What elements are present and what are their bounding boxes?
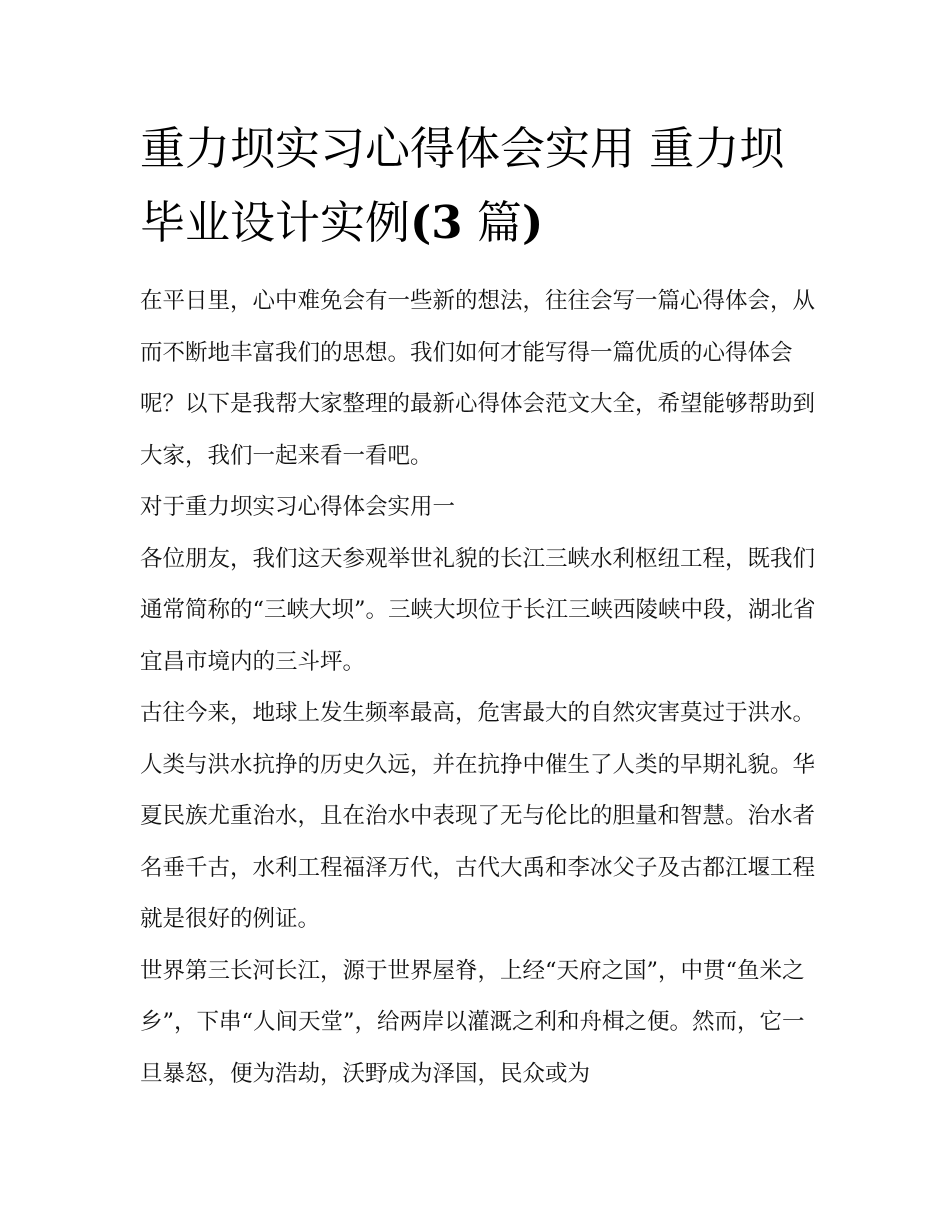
body-paragraph: 世界第三长河长江，源于世界屋脊，上经“天府之国”，中贯“鱼米之乡”，下串“人间天堂”，给两岸以灌溉之利和舟楫之便。然而，它一旦暴怒，便为浩劫，沃野成为泽国，民众或为 [140, 957, 805, 1087]
title-count-open: (3 [410, 196, 463, 249]
document-body [140, 276, 820, 1100]
title-count-unit: 篇 [462, 196, 522, 249]
document-title [140, 112, 820, 260]
section-heading: 对于重力坝实习心得体会实用一 [140, 494, 456, 520]
title-text: 重力坝实习心得体会实用 重力坝毕业设计实例 [140, 122, 785, 249]
body-paragraph: 各位朋友，我们这天参观举世礼貌的长江三峡水利枢纽工程，既我们通常简称的“三峡大坝”。三峡大坝位于长江三峡西陵峡中段，湖北省宜昌市境内的三斗坪。 [140, 545, 816, 675]
title-count-close: ) [521, 196, 544, 249]
intro-paragraph: 在平日里，心中难免会有一些新的想法，往往会写一篇心得体会，从而不断地丰富我们的思想。我们如何才能写得一篇优质的心得体会呢？以下是我帮大家整理的最新心得体会范文大全，希望能够帮助到大家，我们一起来看一看吧。 [140, 288, 816, 469]
body-paragraph: 古往今来，地球上发生频率最高，危害最大的自然灾害莫过于洪水。人类与洪水抗挣的历史久远，并在抗挣中催生了人类的早期礼貌。华夏民族尤重治水，且在治水中表现了无与伦比的胆量和智慧。治水者名垂千古，水利工程福泽万代，古代大禹和李冰父子及古都江堰工程就是很好的例证。 [140, 700, 816, 932]
